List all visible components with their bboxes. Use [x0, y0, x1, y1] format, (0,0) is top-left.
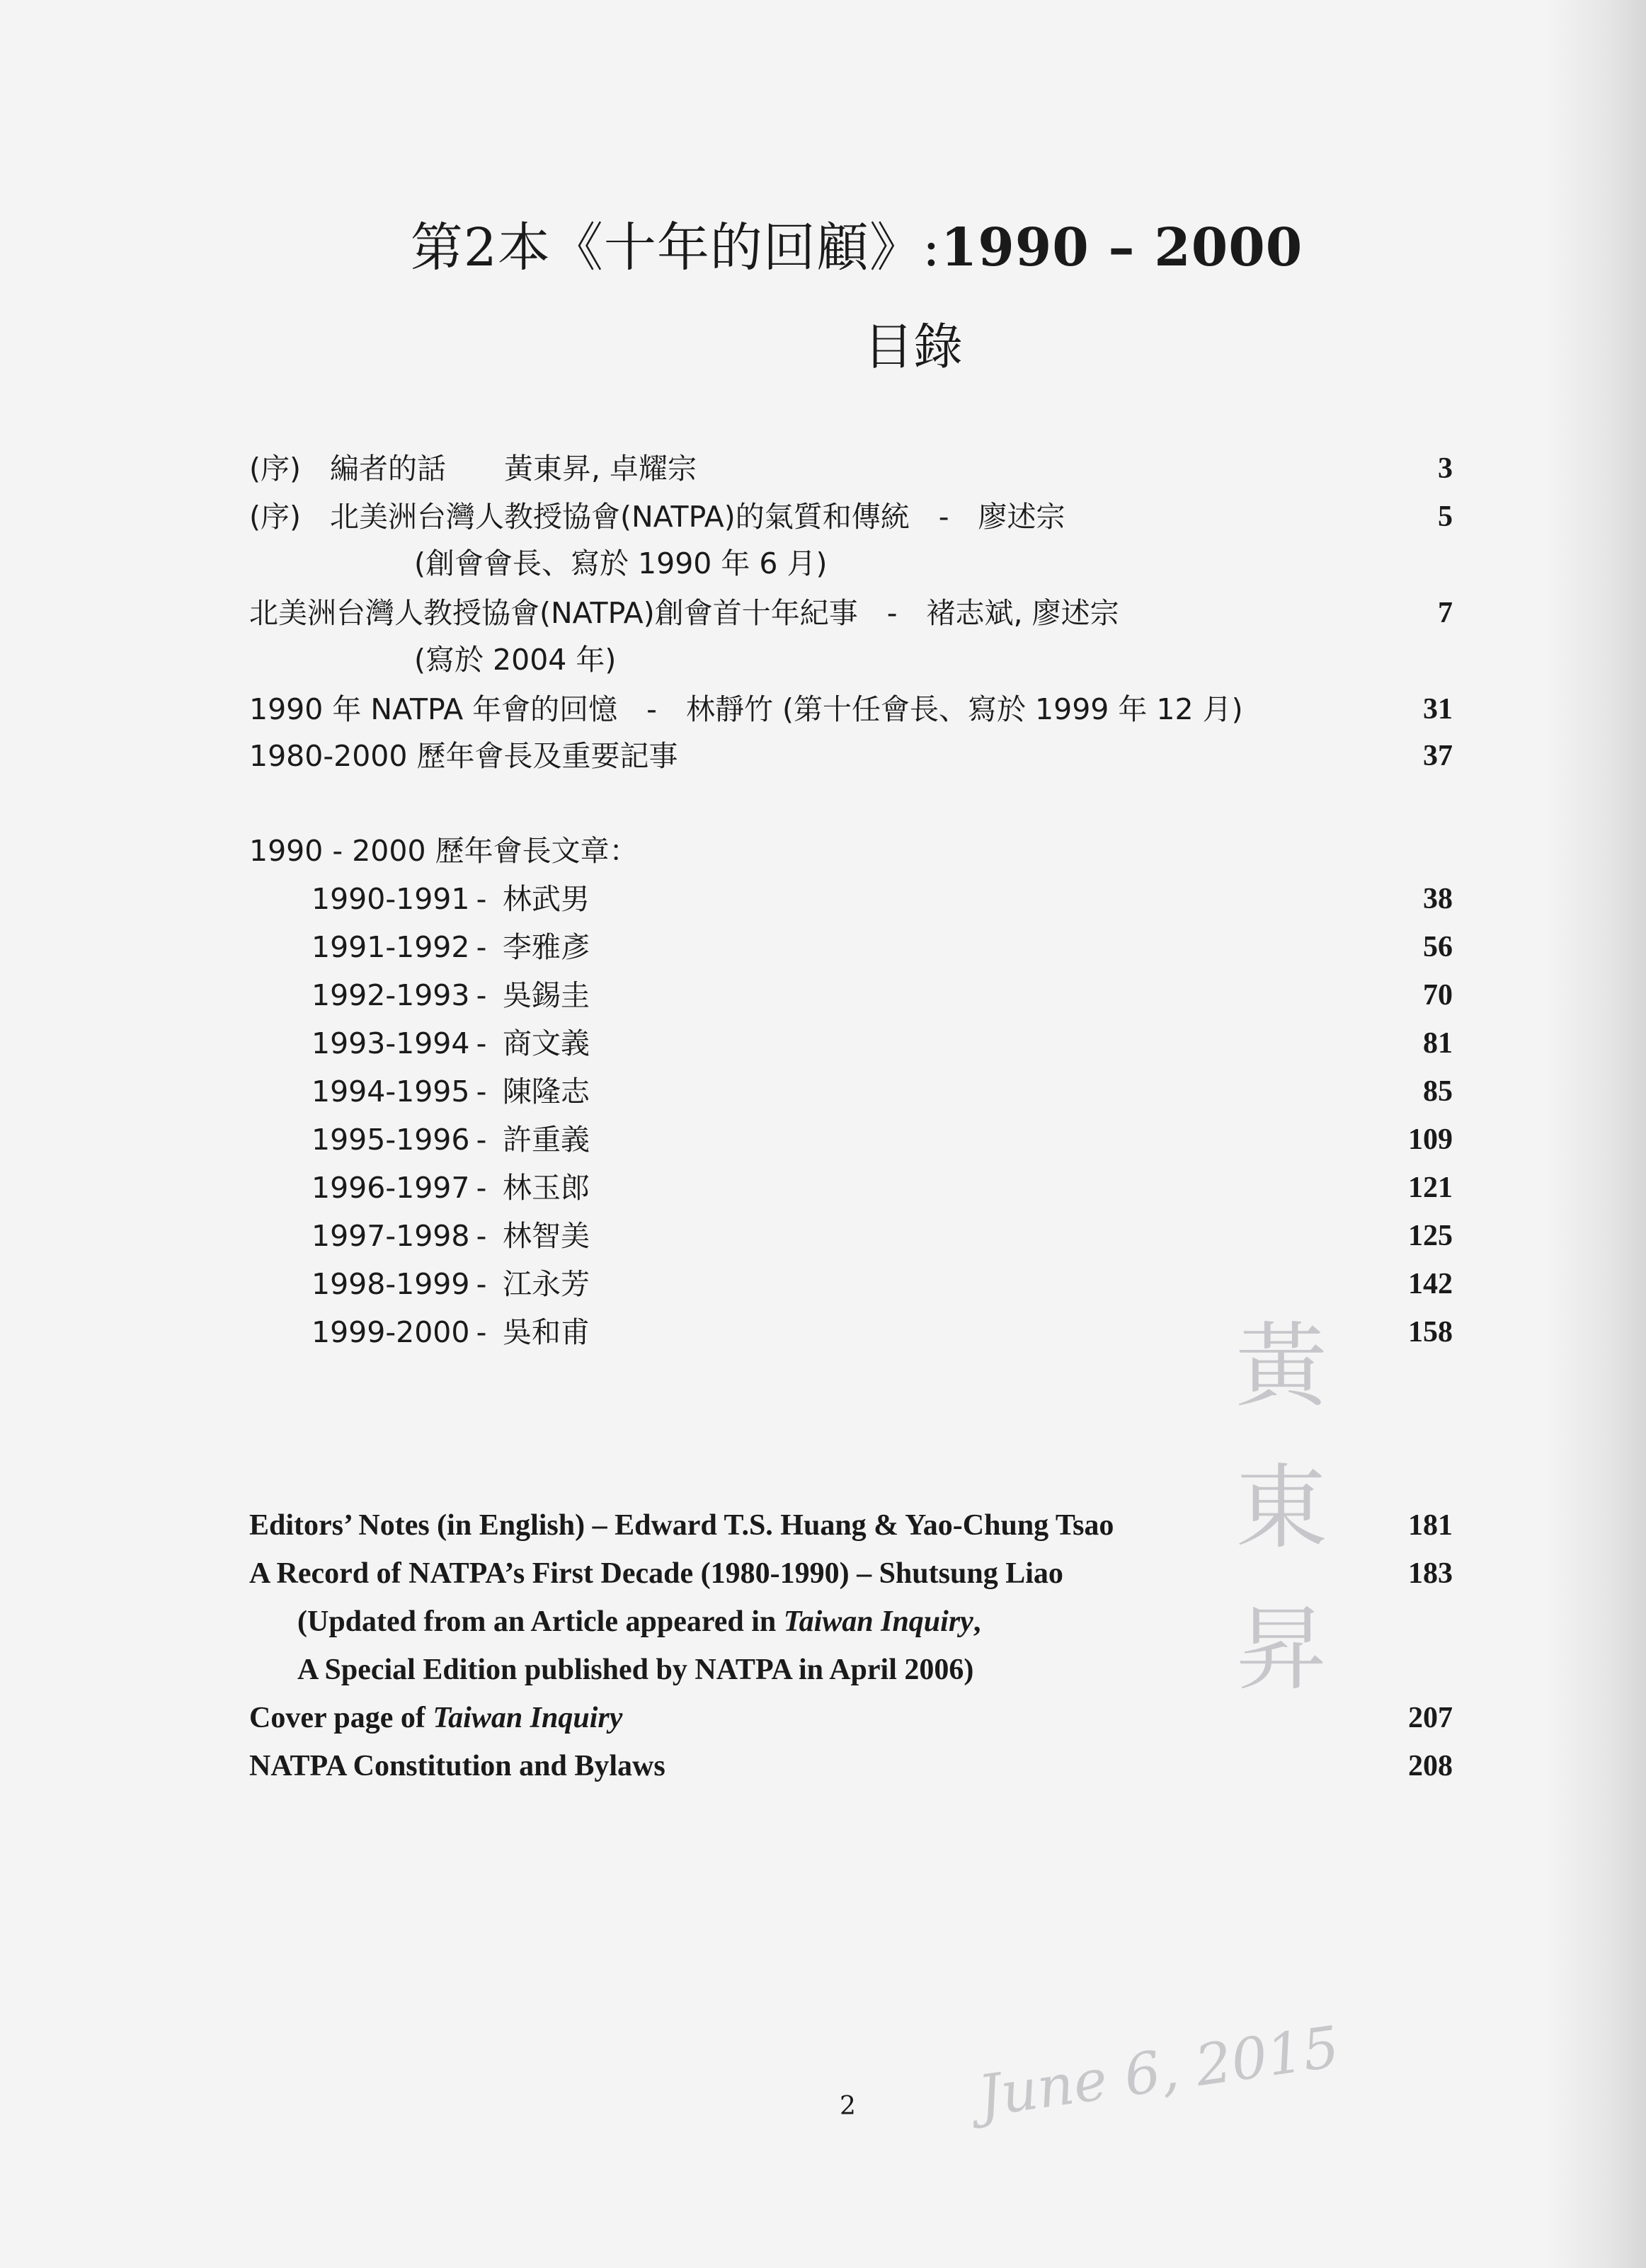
president-row[interactable]	[312, 1118, 1453, 1161]
toc-page-number: 3	[1438, 452, 1453, 485]
toc-page-number: 158	[1408, 1316, 1453, 1348]
president-name: 許重義	[503, 1123, 590, 1157]
toc-row-note: A Special Edition published by NATPA in April 2006)	[297, 1654, 974, 1686]
handwritten-date: June 6, 2015	[974, 2013, 1344, 2130]
toc-page-number: 181	[1408, 1509, 1453, 1542]
toc-page-number: 31	[1423, 693, 1453, 726]
toc-row[interactable]: (序) 北美洲台灣人教授協會(NATPA)的氣質和傳統 - 廖述宗 5	[249, 496, 1453, 538]
toc-row-english[interactable]: Editors’ Notes (in English) – Edward T.S. Huang & Yao-Chung Tsao 181	[249, 1504, 1453, 1547]
separator-dash: -	[476, 1171, 487, 1205]
toc-page-number: 183	[1408, 1557, 1453, 1590]
separator-dash: -	[476, 1315, 487, 1349]
toc-row-note: (創會會長、寫於 1990 年 6 月)	[414, 546, 828, 580]
president-years: 1990-1991	[312, 882, 470, 916]
toc-row-english[interactable]: Cover page of Taiwan Inquiry 207	[249, 1697, 1453, 1739]
president-row[interactable]	[312, 878, 1453, 920]
toc-row-english[interactable]: NATPA Constitution and Bylaws 208	[249, 1745, 1453, 1787]
separator-dash: -	[476, 978, 487, 1012]
handwritten-signature: 黃 東 昇	[1235, 1312, 1327, 1703]
toc-page-number: 208	[1408, 1750, 1453, 1782]
president-years: 1997-1998	[312, 1219, 470, 1253]
president-name: 李雅彥	[503, 930, 590, 964]
president-row[interactable]	[312, 1022, 1453, 1065]
toc-page-number: 81	[1423, 1027, 1453, 1060]
toc-row[interactable]: 1980-2000 歷年會長及重要記事 37	[249, 735, 1453, 777]
toc-page-number: 125	[1408, 1220, 1453, 1252]
president-name: 江永芳	[503, 1267, 590, 1301]
president-row[interactable]	[312, 1070, 1453, 1113]
president-years: 1993-1994	[312, 1026, 470, 1060]
president-name: 商文義	[503, 1026, 590, 1060]
toc-page-number: 109	[1408, 1123, 1453, 1156]
separator-dash: -	[476, 930, 487, 964]
toc-page-number: 5	[1438, 500, 1453, 533]
toc-page-number: 7	[1438, 597, 1453, 629]
separator-dash: -	[476, 882, 487, 916]
title-years: 1990 – 2000	[940, 217, 1303, 278]
president-name: 林玉郎	[503, 1171, 590, 1205]
president-name: 吳和甫	[503, 1315, 590, 1349]
toc-page-number: 121	[1408, 1172, 1453, 1204]
title-prefix: 第2本《十年的回顧》:	[410, 217, 941, 278]
toc-row-note: (Updated from an Article appeared in Taiwan Inquiry,	[297, 1605, 981, 1638]
page-subtitle: 目錄	[864, 318, 963, 376]
toc-row-english[interactable]: A Record of NATPA’s First Decade (1980-1990) – Shutsung Liao 183	[249, 1552, 1453, 1595]
president-years: 1995-1996	[312, 1123, 470, 1157]
separator-dash: -	[476, 1267, 487, 1301]
president-name: 陳隆志	[503, 1075, 590, 1109]
president-row[interactable]	[312, 926, 1453, 968]
president-row[interactable]	[312, 1215, 1453, 1257]
president-years: 1999-2000	[312, 1315, 470, 1349]
president-row[interactable]	[312, 974, 1453, 1016]
separator-dash: -	[476, 1026, 487, 1060]
president-years: 1991-1992	[312, 930, 470, 964]
president-years: 1994-1995	[312, 1075, 470, 1109]
toc-page-number: 85	[1423, 1075, 1453, 1108]
toc-page-number: 70	[1423, 979, 1453, 1012]
separator-dash: -	[476, 1123, 487, 1157]
separator-dash: -	[476, 1075, 487, 1109]
president-years: 1992-1993	[312, 978, 470, 1012]
toc-row[interactable]: 1990 年 NATPA 年會的回憶 - 林靜竹 (第十任會長、寫於 1999 年 12 月) 31	[249, 688, 1453, 731]
president-name: 林武男	[503, 882, 590, 916]
page-number: 2	[840, 2092, 856, 2121]
toc-row-note: (寫於 2004 年)	[414, 643, 617, 677]
separator-dash: -	[476, 1219, 487, 1253]
toc-page-number: 207	[1408, 1702, 1453, 1734]
toc-page-number: 56	[1423, 931, 1453, 963]
toc-row[interactable]: 北美洲台灣人教授協會(NATPA)創會首十年紀事 - 褚志斌, 廖述宗 7	[249, 592, 1453, 634]
president-years: 1996-1997	[312, 1171, 470, 1205]
journal-title: Taiwan Inquiry	[783, 1605, 973, 1638]
journal-title: Taiwan Inquiry	[433, 1702, 623, 1734]
toc-page-number: 37	[1423, 740, 1453, 772]
toc-row[interactable]: (序) 編者的話 黃東昇, 卓耀宗 3	[249, 447, 1453, 490]
president-row[interactable]	[312, 1167, 1453, 1209]
president-name: 林智美	[503, 1219, 590, 1253]
president-years: 1998-1999	[312, 1267, 470, 1301]
president-name: 吳錫圭	[503, 978, 590, 1012]
presidents-header: 1990 - 2000 歷年會長文章：	[249, 834, 639, 868]
toc-page-number: 38	[1423, 883, 1453, 915]
toc-page-number: 142	[1408, 1268, 1453, 1300]
